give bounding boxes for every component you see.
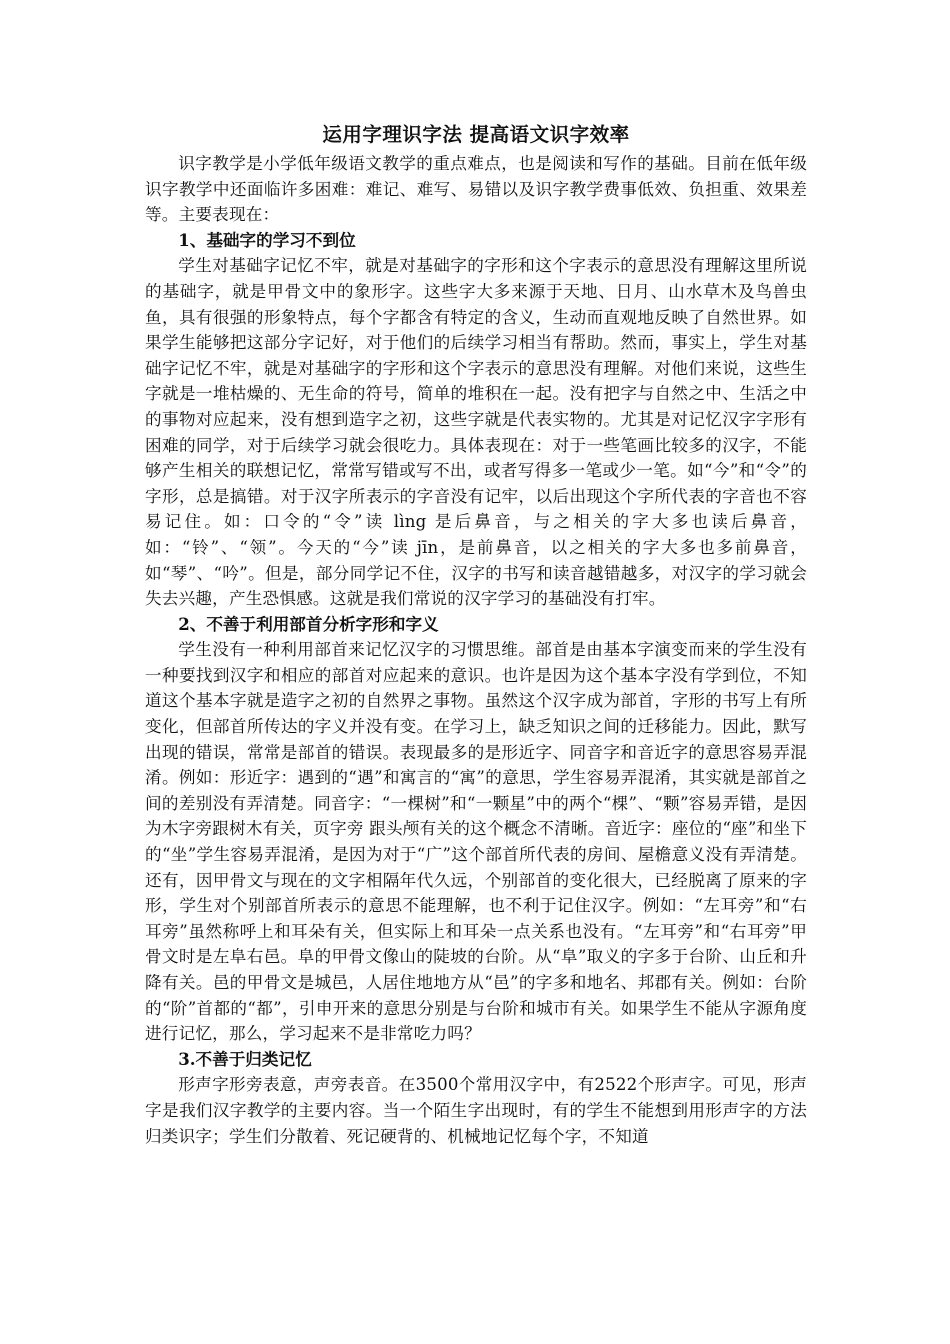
intro-paragraph: 识字教学是小学低年级语文教学的重点难点，也是阅读和写作的基础。目前在低年级识字教学中还面临许多困难：难记、难写、易错以及识字教学费事低效、负担重、效果差等。主要表现在： [145,154,807,225]
section-body-1: 学生对基础字记忆不牢，就是对基础字的字形和这个字表示的意思没有理解这里所说的基础字，就是甲骨文中的象形字。这些字大多来源于天地、日月、山水草木及鸟兽虫鱼，具有很强的形象特点，每个字都含有特定的含义，生动而直观地反映了自然世界。如果学生能够把这部分字记好，对于他们的后续学习相当有帮助。然而，事实上，学生对基础字记忆不牢，就是对基础字的字形和这个字表示的意思没有理解。对他们来说，这些生字就是一堆枯燥的、无生命的符号，简单的堆积在一起。没有把字与自然之中、生活之中的事物对应起来，没有想到造字之初，这些字就是代表实物的。尤其是对记忆汉字字形有困难的同学，对于后续学习就会很吃力。具体表现在：对于一些笔画比较多的汉字，不能够产生相关的联想记忆，常常写错或写不出，或者写得多一笔或少一笔。如“今”和“令”的字形，总是搞错。对于汉字所表示的字音没有记牢，以后出现这个字所代表的字音也不容易记住。如：口令的“令”读 lìng 是后鼻音，与之相关的字大多也读后鼻音，如：“铃”、“领”。今天的“今”读 jīn，是前鼻音，以之相关的字大多也多前鼻音，如“琴”、“吟”。但是，部分同学记不住，汉字的书写和读音越错越多，对汉字的学习就会失去兴趣，产生恐惧感。这就是我们常说的汉字学习的基础没有打牢。 [145,256,807,609]
document-page [145,118,807,1149]
section-heading-1: 1、基础字的学习不到位 [178,229,356,250]
section-heading-2: 2、不善于利用部首分析字形和字义 [178,613,439,634]
section-body-3: 形声字形旁表意，声旁表音。在3500个常用汉字中，有2522个形声字。可见，形声字是我们汉字教学的主要内容。当一个陌生字出现时，有的学生不能想到用形声字的方法归类识字；学生们分散着、死记硬背的、机械地记忆每个字，不知道 [145,1075,807,1146]
section-body-2: 学生没有一种利用部首来记忆汉字的习惯思维。部首是由基本字演变而来的学生没有一种要找到汉字和相应的部首对应起来的意识。也许是因为这个基本字没有学到位，不知道这个基本字就是造字之初的自然界之事物。虽然这个汉字成为部首，字形的书写上有所变化，但部首所传达的字义并没有变。在学习上，缺乏知识之间的迁移能力。因此，默写出现的错误，常常是部首的错误。表现最多的是形近字、同音字和音近字的意思容易弄混淆。例如：形近字：遇到的“遇”和寓言的“寓”的意思，学生容易弄混淆，其实就是部首之间的差别没有弄清楚。同音字：“一棵树”和“一颗星”中的两个“棵”、“颗”容易弄错，是因为木字旁跟树木有关，页字旁 跟头颅有关的这个概念不清晰。音近字：座位的“座”和坐下的“坐”学生容易弄混淆，是因为对于“广”这个部首所代表的房间、屋檐意义没有弄清楚。还有，因甲骨文与现在的文字相隔年代久远，个别部首的变化很大，已经脱离了原来的字形，学生对个别部首所表示的意思不能理解，也不利于记住汉字。例如：“左耳旁”和“右耳旁”虽然称呼上和耳朵有关，但实际上和耳朵一点关系也没有。“左耳旁”和“右耳旁”甲骨文时是左阜右邑。阜的甲骨文像山的陡坡的台阶。从“阜”取义的字多于台阶、山丘和升降有关。邑的甲骨文是城邑，人居住地地方从“邑”的字多和地名、邦郡有关。例如：台阶的“阶”首都的“都”，引申开来的意思分别是与台阶和城市有关。如果学生不能从字源角度进行记忆，那么，学习起来不是非常吃力吗？ [145,640,807,1044]
section-heading-3: 3.不善于归类记忆 [178,1048,312,1069]
document-title: 运用字理识字法 提高语文识字效率 [322,123,630,146]
